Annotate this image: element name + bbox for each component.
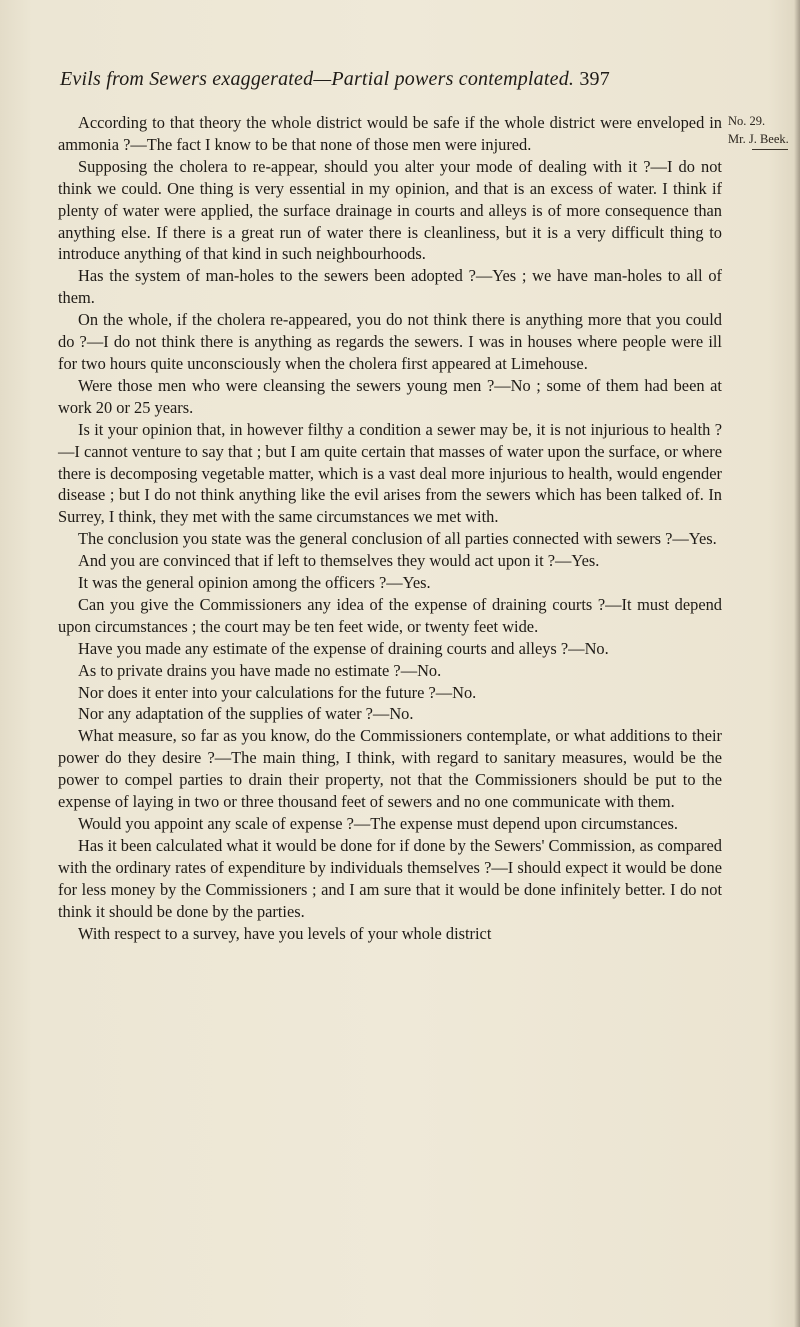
paragraph: Is it your opinion that, in however filthy a condition a sewer may be, it is not injurious to health ?—I cannot venture to say that ; but I am quite certain that masses of water upon the surface, or where there is decomposing vegetable matter, which is a vast deal more injurious to health, would engender disease ; but I do not think anything like the evil arises from the sewers which has been talked of. In Surrey, I think, they met with the same circumstances we met with. — [58, 419, 722, 527]
paragraph: Have you made any estimate of the expense of draining courts and alleys ?—No. — [78, 638, 609, 658]
paragraph: On the whole, if the cholera re-appeared, you do not think there is anything more that you could do ?—I do not think there is anything as regards the sewers. I was in houses where people were ill for two hours quite unconsciously when the cholera first appeared at Limehouse. — [58, 310, 722, 373]
paragraph: Supposing the cholera to re-appear, should you alter your mode of dealing with it ?—I do not think we could. One thing is very essential in my opinion, and that is an excess of water. I think if plenty of water were applied, the surface drainage in courts and alleys is of more consequence than anything else. If there is a great run of water there is cleanliness, but it is a very difficult thing to introduce anything of that kind in such neighbourhoods. — [58, 156, 722, 264]
paragraph: It was the general opinion among the officers ?—Yes. — [78, 573, 431, 593]
paragraph: Nor any adaptation of the supplies of water ?—No. — [78, 704, 414, 724]
paragraph: With respect to a survey, have you levels of your whole district — [78, 923, 492, 943]
paragraph: What measure, so far as you know, do the Commissioners contemplate, or what additions to their power do they desire ?—The main thing, I think, with regard to sanitary measures, would be the power to compel parties to drain their property, not that the Commissioners should be put to the expense of laying in two or three thousand feet of sewers and no one communicate with them. — [58, 726, 722, 812]
running-title: Evils from Sewers exaggerated—Partial powers contemplated. — [60, 68, 575, 90]
paragraph: Has the system of man-holes to the sewers been adopted ?—Yes ; we have man-holes to all of them. — [58, 266, 722, 308]
margin-witness-number: No. 29. — [728, 114, 766, 128]
margin-rule — [752, 149, 788, 150]
paragraph: Can you give the Commissioners any idea of the expense of draining courts ?—It must depend upon circumstances ; the court may be ten feet wide, or twenty feet wide. — [58, 594, 722, 636]
page-number: 397 — [579, 68, 610, 90]
paragraph: And you are convinced that if left to themselves they would act upon it ?—Yes. — [78, 551, 600, 571]
paragraph: According to that theory the whole district would be safe if the whole district were enveloped in ammonia ?—The fact I know to be that none of those men were injured. — [58, 113, 722, 154]
paragraph: The conclusion you state was the general conclusion of all parties connected with sewers ?—Yes. — [78, 529, 717, 549]
running-header — [60, 68, 720, 91]
paragraph: Nor does it enter into your calculations for the future ?—No. — [78, 682, 477, 702]
margin-witness-name: Mr. J. Beek. — [728, 132, 789, 146]
page-edge-shadow — [794, 0, 800, 1327]
paragraph: Would you appoint any scale of expense ?—The expense must depend upon circumstances. — [78, 814, 678, 833]
testimony-text — [58, 112, 722, 944]
paragraph: Has it been calculated what it would be done for if done by the Sewers' Commission, as compared with the ordinary rates of expenditure by individuals themselves ?—I should expect it would be done for less money by the Commissioners ; and I am sure that it would be done infinitely better. I do not think it should be done by the parties. — [58, 835, 722, 921]
paragraph: As to private drains you have made no estimate ?—No. — [78, 660, 442, 680]
paragraph: Were those men who were cleansing the sewers young men ?—No ; some of them had been at work 20 or 25 years. — [58, 375, 722, 417]
